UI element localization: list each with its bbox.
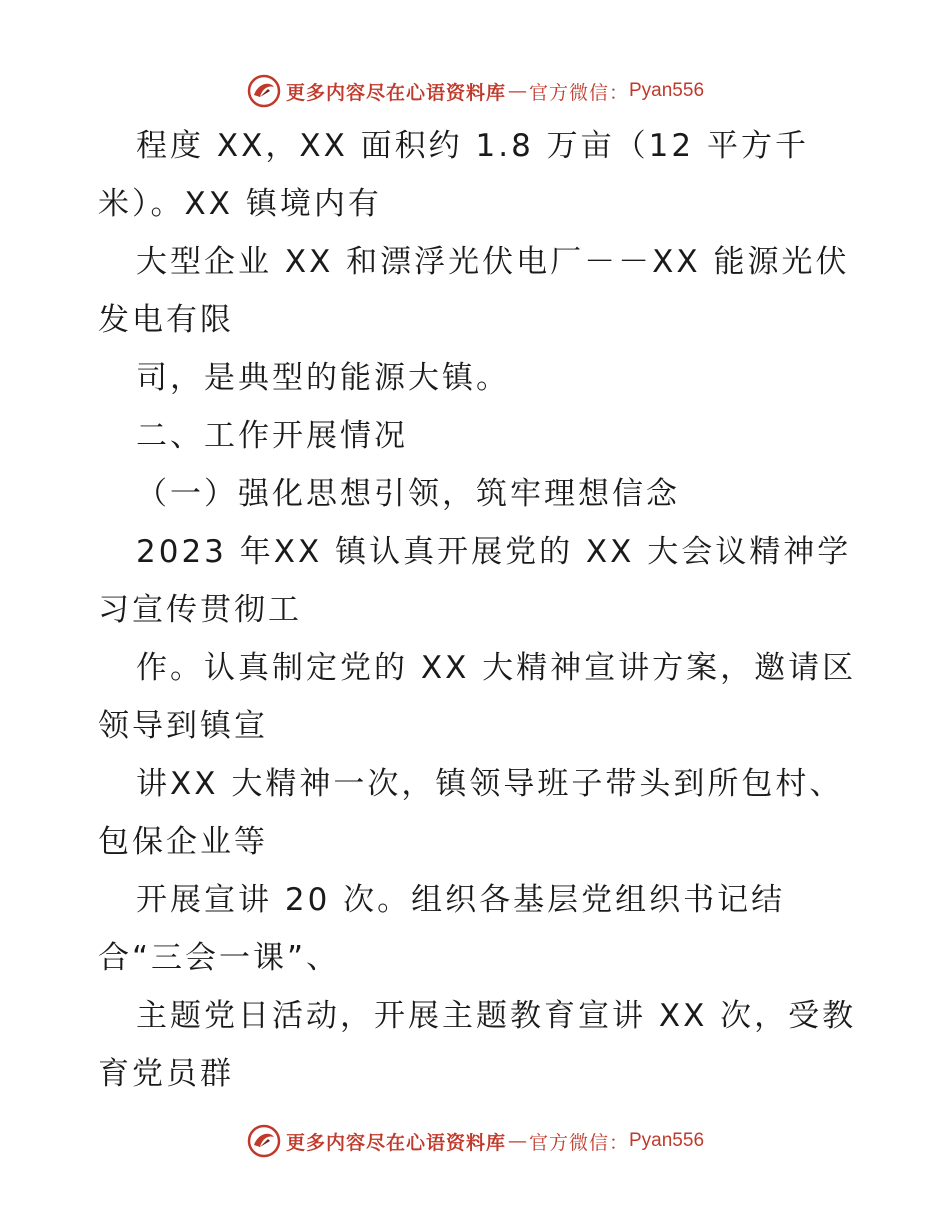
text-line: 程度 XX，XX 面积约 1.8 万亩（12 平方千	[136, 128, 809, 164]
wechat-id: Pyan556	[629, 1130, 705, 1151]
text-line: 包保企业等	[98, 824, 268, 860]
brand-text: 更多内容尽在心语资料库	[285, 81, 506, 104]
contact-label: 官方微信：	[528, 81, 629, 104]
text-line: 开展宣讲 20 次。组织各基层党组织书记结	[136, 882, 786, 918]
text-line: 作。认真制定党的 XX 大精神宣讲方案，邀请区	[136, 650, 857, 686]
text-line: 合“三会一课”、	[98, 940, 341, 976]
wechat-id: Pyan556	[629, 80, 705, 101]
banner-separator: —	[507, 1130, 527, 1152]
text-line: 米）。XX 镇境内有	[98, 186, 382, 222]
text-line: 发电有限	[98, 302, 234, 338]
footer-watermark-banner	[0, 1121, 950, 1161]
text-line: 主题党日活动，开展主题教育宣讲 XX 次，受教	[136, 998, 857, 1034]
banner-separator: —	[507, 80, 527, 102]
text-line: 习宣传贯彻工	[98, 592, 302, 628]
section-heading: 二、工作开展情况	[136, 418, 408, 454]
brand-text: 更多内容尽在心语资料库	[285, 1131, 506, 1154]
text-line: 讲XX 大精神一次，镇领导班子带头到所包村、	[136, 766, 844, 802]
swirl-logo-icon	[246, 1123, 282, 1159]
text-line: 2023 年XX 镇认真开展党的 XX 大会议精神学	[136, 534, 852, 570]
text-line: 领导到镇宣	[98, 708, 268, 744]
text-line: 育党员群	[98, 1056, 234, 1092]
text-line: 大型企业 XX 和漂浮光伏电厂－－XX 能源光伏	[136, 244, 850, 280]
subsection-heading: （一）强化思想引领，筑牢理想信念	[136, 476, 680, 512]
contact-label: 官方微信：	[528, 1131, 629, 1154]
text-line: 司，是典型的能源大镇。	[136, 360, 510, 396]
